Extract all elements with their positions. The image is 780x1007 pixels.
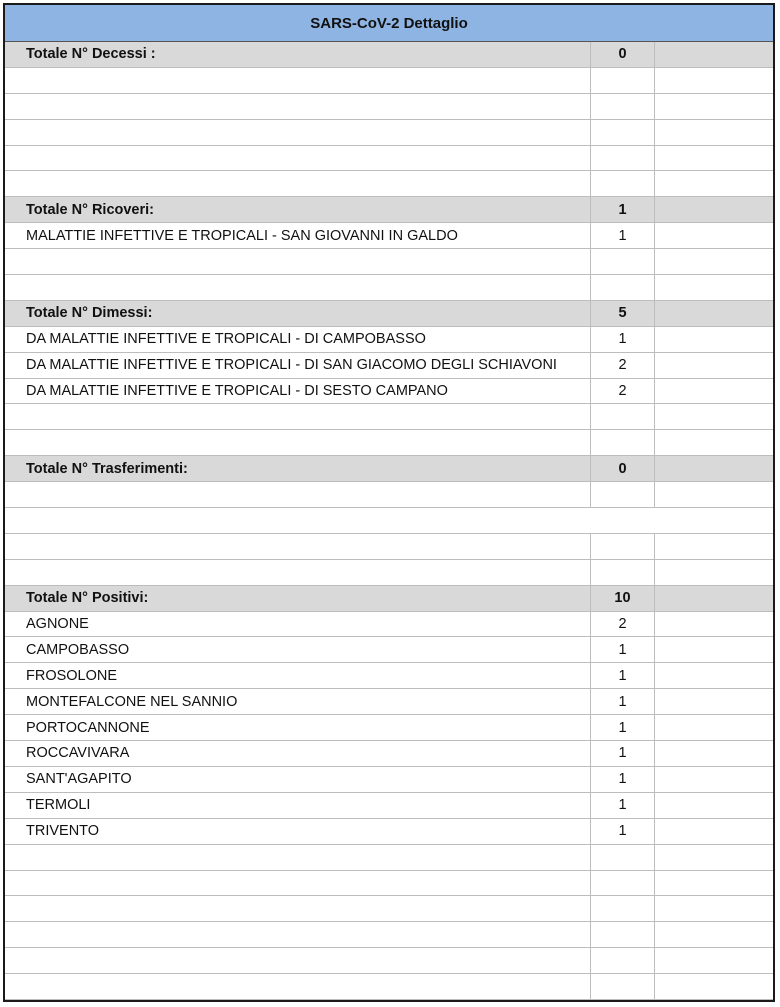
- row-value: [590, 922, 654, 947]
- row-label: [5, 171, 590, 196]
- row-value: 1: [590, 663, 654, 688]
- blank-cell: [654, 948, 773, 973]
- empty-row: [5, 94, 773, 120]
- table-body: [5, 42, 773, 1000]
- section-total-row: [5, 197, 773, 223]
- row-value: 1: [590, 327, 654, 352]
- row-label: [5, 275, 590, 300]
- row-label: [5, 249, 590, 274]
- empty-row: [5, 146, 773, 172]
- row-label: [5, 948, 590, 973]
- blank-cell: [654, 741, 773, 766]
- table-row: [5, 819, 773, 845]
- section-total-row: [5, 42, 773, 68]
- table-row: [5, 663, 773, 689]
- table-row: [5, 637, 773, 663]
- row-value: [590, 430, 654, 455]
- row-label: [5, 922, 590, 947]
- section-total-row: [5, 456, 773, 482]
- row-label: [5, 146, 590, 171]
- empty-row: [5, 249, 773, 275]
- blank-cell: [654, 430, 773, 455]
- row-value: 2: [590, 612, 654, 637]
- row-value: 1: [590, 223, 654, 248]
- blank-cell: [654, 871, 773, 896]
- blank-cell: [654, 68, 773, 93]
- section-total-value: 1: [590, 197, 654, 222]
- table-row: [5, 327, 773, 353]
- row-value: 1: [590, 689, 654, 714]
- row-value: [590, 404, 654, 429]
- row-label: [5, 974, 590, 999]
- blank-cell: [654, 404, 773, 429]
- blank-cell: [654, 301, 773, 326]
- row-value: 1: [590, 767, 654, 792]
- row-value: [590, 534, 654, 559]
- empty-row: [5, 482, 773, 508]
- row-value: 1: [590, 715, 654, 740]
- empty-row: [5, 508, 773, 534]
- row-value: [590, 871, 654, 896]
- blank-cell: [654, 974, 773, 999]
- empty-row: [5, 68, 773, 94]
- row-value: 2: [590, 379, 654, 404]
- blank-cell: [654, 171, 773, 196]
- section-label: Totale N° Positivi:: [26, 590, 149, 607]
- blank-cell: [654, 120, 773, 145]
- row-label: [5, 534, 590, 559]
- table-row: [5, 379, 773, 405]
- empty-row: [5, 871, 773, 897]
- section-label: Totale N° Ricoveri:: [26, 201, 155, 218]
- blank-cell: [654, 94, 773, 119]
- blank-cell: [654, 922, 773, 947]
- blank-cell: [654, 767, 773, 792]
- row-label: [5, 482, 590, 507]
- section-total-value: 10: [590, 586, 654, 611]
- table-row: [5, 612, 773, 638]
- row-value: 2: [590, 353, 654, 378]
- row-value: [590, 974, 654, 999]
- blank-cell: [654, 793, 773, 818]
- row-label: DA MALATTIE INFETTIVE E TROPICALI - DI SESTO CAMPANO: [26, 383, 448, 400]
- row-value: [590, 275, 654, 300]
- row-value: [590, 146, 654, 171]
- row-label: [5, 508, 590, 533]
- row-label: TERMOLI: [26, 797, 91, 814]
- row-label: [5, 845, 590, 870]
- detail-table: [3, 3, 775, 1002]
- table-row: [5, 741, 773, 767]
- empty-row: [5, 896, 773, 922]
- blank-cell: [654, 586, 773, 611]
- row-value: [590, 508, 654, 533]
- row-label: AGNONE: [26, 616, 89, 633]
- empty-row: [5, 560, 773, 586]
- empty-row: [5, 430, 773, 456]
- row-value: [590, 896, 654, 921]
- row-label: [5, 871, 590, 896]
- blank-cell: [654, 249, 773, 274]
- row-label: SANT'AGAPITO: [26, 771, 132, 788]
- row-label: FROSOLONE: [26, 667, 118, 684]
- blank-cell: [654, 42, 773, 67]
- blank-cell: [654, 560, 773, 585]
- table-row: [5, 793, 773, 819]
- blank-cell: [654, 534, 773, 559]
- section-label: Totale N° Decessi :: [26, 46, 156, 63]
- empty-row: [5, 974, 773, 1000]
- row-value: [590, 948, 654, 973]
- row-value: [590, 560, 654, 585]
- blank-cell: [654, 715, 773, 740]
- blank-cell: [654, 353, 773, 378]
- row-label: CAMPOBASSO: [26, 641, 130, 658]
- row-value: [590, 482, 654, 507]
- blank-cell: [654, 146, 773, 171]
- row-label: [5, 430, 590, 455]
- table-row: [5, 767, 773, 793]
- empty-row: [5, 922, 773, 948]
- section-total-row: [5, 301, 773, 327]
- row-label: DA MALATTIE INFETTIVE E TROPICALI - DI SAN GIACOMO DEGLI SCHIAVONI: [26, 357, 557, 374]
- section-total-value: 0: [590, 42, 654, 67]
- empty-row: [5, 845, 773, 871]
- blank-cell: [654, 275, 773, 300]
- section-total-value: 5: [590, 301, 654, 326]
- section-label: Totale N° Trasferimenti:: [26, 460, 188, 477]
- row-label: [5, 68, 590, 93]
- empty-row: [5, 948, 773, 974]
- row-label: ROCCAVIVARA: [26, 745, 130, 762]
- blank-cell: [654, 612, 773, 637]
- empty-row: [5, 171, 773, 197]
- row-value: 1: [590, 637, 654, 662]
- row-label: DA MALATTIE INFETTIVE E TROPICALI - DI CAMPOBASSO: [26, 331, 426, 348]
- blank-cell: [654, 663, 773, 688]
- empty-row: [5, 534, 773, 560]
- row-label: [5, 896, 590, 921]
- blank-cell: [654, 819, 773, 844]
- row-value: 1: [590, 741, 654, 766]
- row-label: TRIVENTO: [26, 823, 100, 840]
- blank-cell: [654, 637, 773, 662]
- row-value: [590, 94, 654, 119]
- blank-cell: [654, 689, 773, 714]
- section-label: Totale N° Dimessi:: [26, 305, 153, 322]
- blank-cell: [654, 896, 773, 921]
- blank-cell: [654, 508, 773, 533]
- blank-cell: [654, 327, 773, 352]
- row-value: [590, 68, 654, 93]
- row-value: [590, 171, 654, 196]
- row-value: [590, 120, 654, 145]
- table-row: [5, 353, 773, 379]
- row-label: [5, 404, 590, 429]
- section-total-row: [5, 586, 773, 612]
- blank-cell: [654, 223, 773, 248]
- row-value: 1: [590, 819, 654, 844]
- empty-row: [5, 120, 773, 146]
- table-row: [5, 223, 773, 249]
- empty-row: [5, 404, 773, 430]
- empty-row: [5, 275, 773, 301]
- table-row: [5, 689, 773, 715]
- row-label: [5, 94, 590, 119]
- row-value: [590, 249, 654, 274]
- row-label: [5, 120, 590, 145]
- blank-cell: [654, 482, 773, 507]
- blank-cell: [654, 197, 773, 222]
- row-label: MALATTIE INFETTIVE E TROPICALI - SAN GIOVANNI IN GALDO: [26, 227, 458, 244]
- table-title: SARS-CoV-2 Dettaglio: [5, 5, 773, 42]
- row-label: MONTEFALCONE NEL SANNIO: [26, 693, 238, 710]
- blank-cell: [654, 456, 773, 481]
- blank-cell: [654, 845, 773, 870]
- row-value: [590, 845, 654, 870]
- blank-cell: [654, 379, 773, 404]
- table-row: [5, 715, 773, 741]
- row-value: 1: [590, 793, 654, 818]
- section-total-value: 0: [590, 456, 654, 481]
- row-label: PORTOCANNONE: [26, 719, 150, 736]
- row-label: [5, 560, 590, 585]
